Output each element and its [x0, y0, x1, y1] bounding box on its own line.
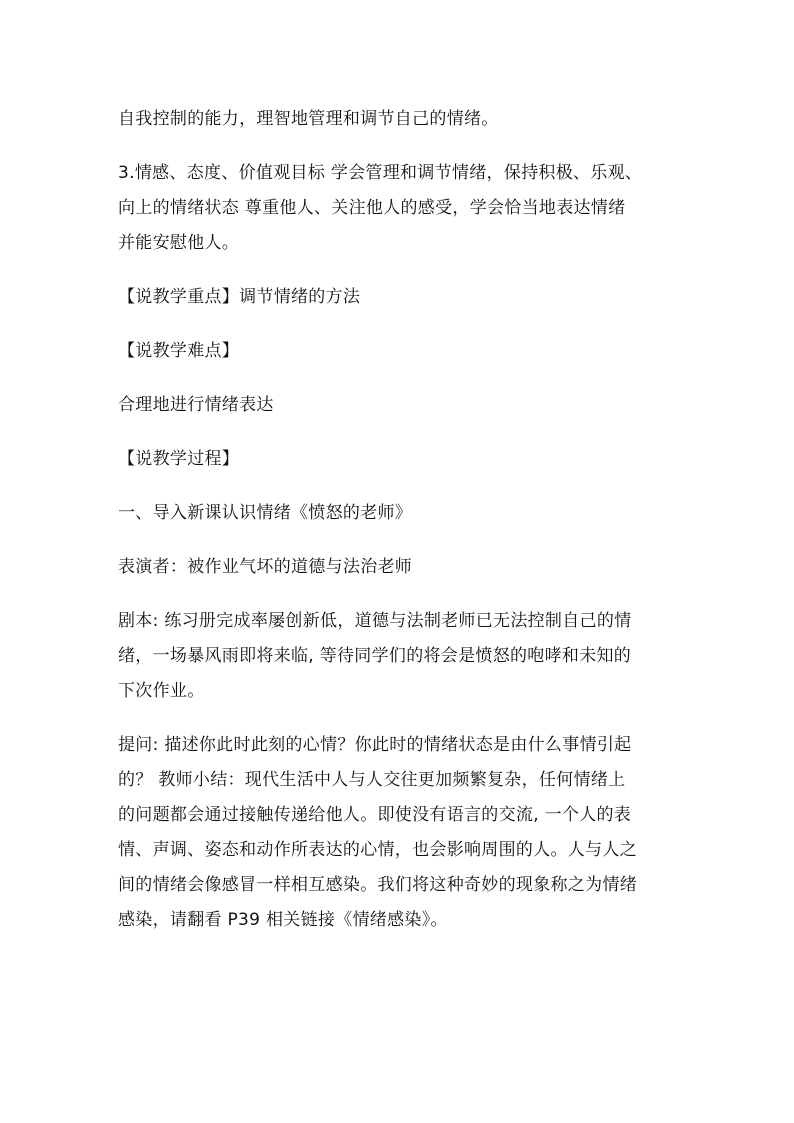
text-line: 情、声调、姿态和动作所表达的心情，也会影响周围的人。人与人之	[118, 840, 637, 860]
text-line: 间的情绪会像感冒一样相互感染。我们将这种奇妙的现象称之为情绪	[118, 875, 637, 895]
text-line: 表演者：被作业气坏的道德与法治老师	[118, 557, 413, 577]
paragraph-performer	[118, 550, 684, 585]
text-line: 下次作业。	[118, 681, 205, 701]
paragraph-section-one-heading	[118, 496, 684, 531]
text-line: 【说教学重点】调节情绪的方法	[118, 287, 361, 307]
text-line: 的？ 教师小结：现代生活中人与人交往更加频繁复杂，任何情绪上	[118, 770, 626, 790]
text-line: 自我控制的能力，理智地管理和调节自己的情绪。	[118, 109, 499, 129]
text-line: 向上的情绪状态 尊重他人、关注他人的感受，学会恰当地表达情绪	[118, 198, 626, 218]
text-line: 感染，请翻看 P39 相关链接《情绪感染》。	[118, 910, 448, 930]
text-line: 合理地进行情绪表达	[118, 395, 274, 415]
text-line: 【说教学过程】	[118, 449, 240, 469]
text-line: 提问: 描述你此时此刻的心情？你此时的情绪状态是由什么事情引起	[118, 735, 632, 755]
paragraph-teaching-difficulty	[118, 388, 684, 423]
text-line: 3.情感、态度、价值观目标 学会管理和调节情绪，保持积极、乐观、	[118, 163, 643, 183]
text-line: 一、导入新课认识情绪《愤怒的老师》	[118, 503, 413, 523]
paragraph-teaching-difficulty-heading	[118, 334, 684, 369]
paragraph-question-summary	[118, 728, 684, 938]
text-line: 绪，一场暴风雨即将来临, 等待同学们的将会是愤怒的咆哮和未知的	[118, 646, 632, 666]
paragraph-self-control	[118, 102, 684, 137]
text-line: 并能安慰他人。	[118, 233, 240, 253]
text-line: 【说教学难点】	[118, 341, 240, 361]
text-line: 的问题都会通过接触传递给他人。即使没有语言的交流, 一个人的表	[118, 805, 632, 825]
paragraph-teaching-process-heading	[118, 442, 684, 477]
paragraph-teaching-focus	[118, 280, 684, 315]
document-body	[118, 102, 684, 957]
paragraph-script	[118, 604, 684, 709]
paragraph-emotional-goals	[118, 156, 684, 261]
text-line: 剧本: 练习册完成率屡创新低，道德与法制老师已无法控制自己的情	[118, 611, 632, 631]
